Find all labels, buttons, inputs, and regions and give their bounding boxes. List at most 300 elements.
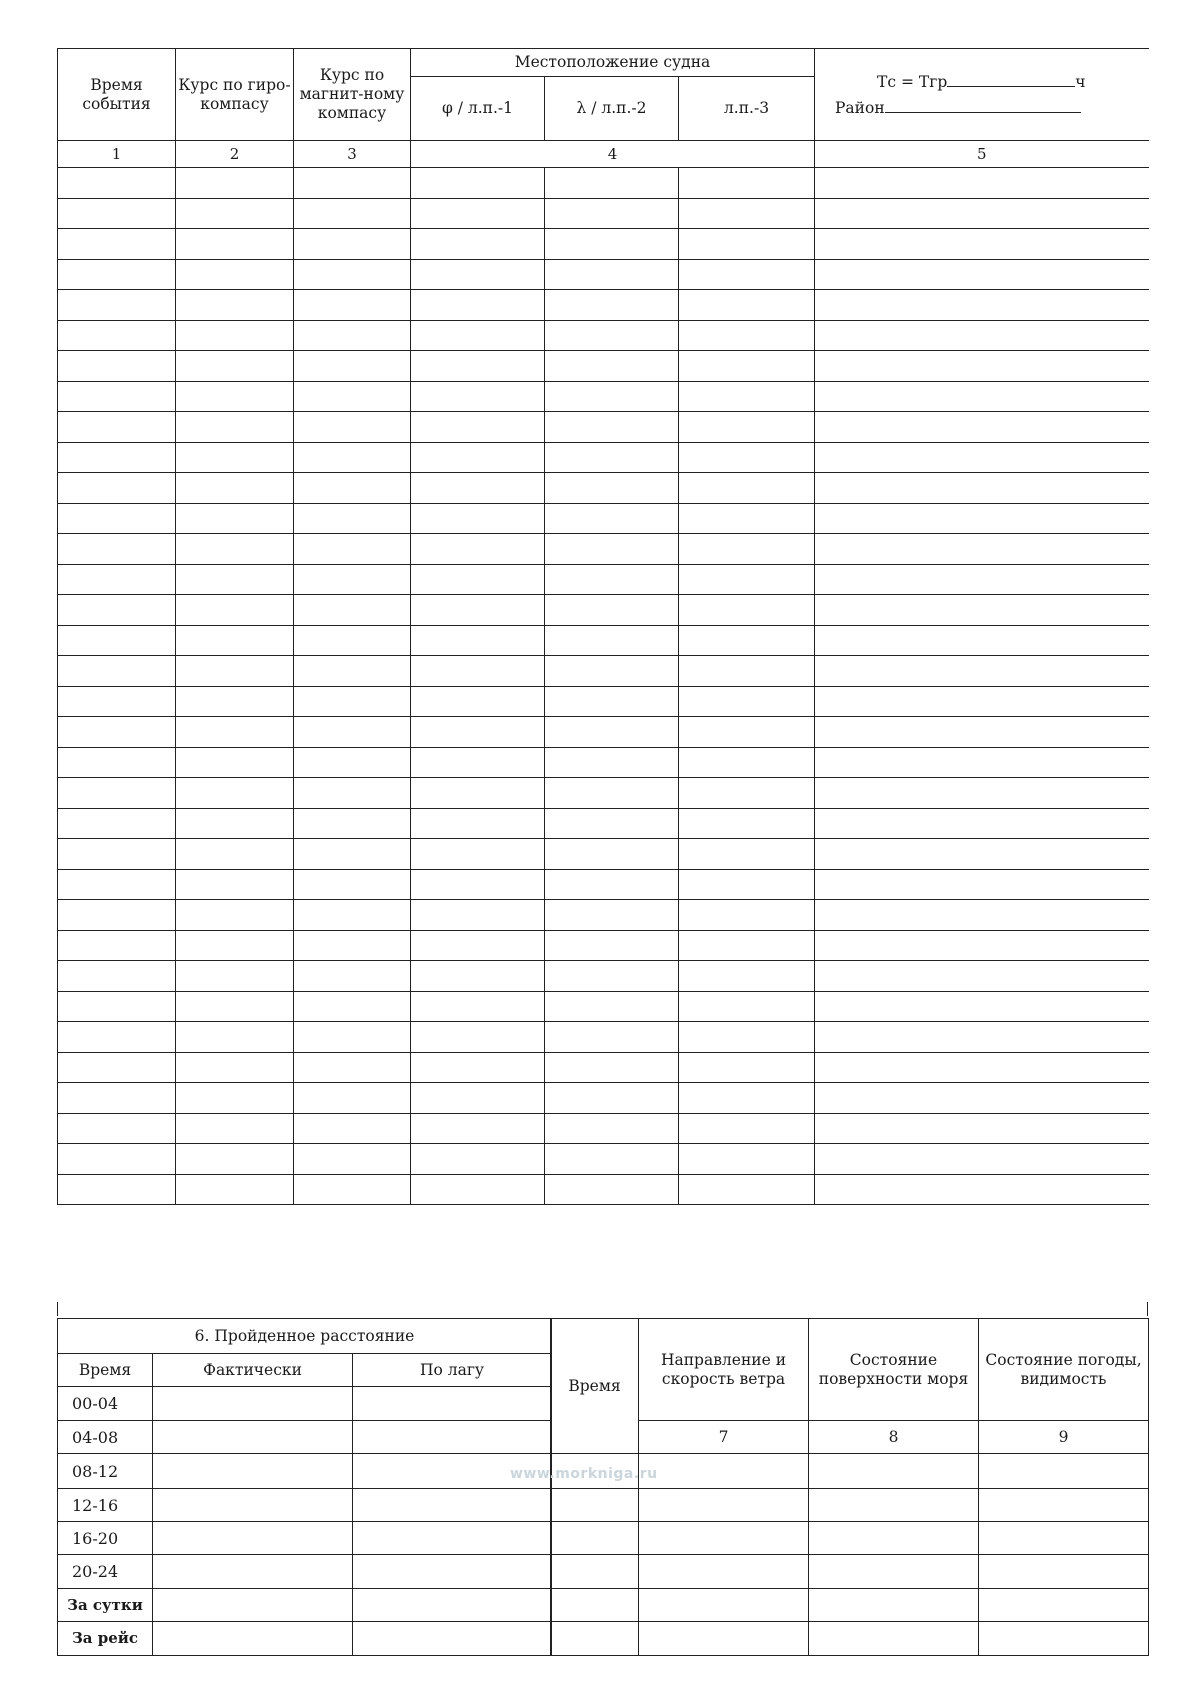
log-cell[interactable] [411,199,545,229]
log-row [58,199,1149,229]
log-cell[interactable] [176,931,294,961]
log-cell[interactable] [545,626,679,656]
weather-cell[interactable] [551,1555,639,1589]
log-cell[interactable] [294,229,411,260]
log-cell[interactable] [545,931,679,961]
log-cell[interactable] [176,534,294,565]
log-cell[interactable] [545,290,679,321]
distance-log-cell[interactable] [353,1387,552,1421]
log-cell[interactable] [815,931,1149,961]
log-cell[interactable] [294,748,411,778]
log-cell[interactable] [679,809,815,839]
weather-cell[interactable] [979,1555,1149,1589]
log-cell[interactable] [679,321,815,351]
log-cell[interactable] [679,992,815,1022]
log-cell[interactable] [294,656,411,687]
log-cell[interactable] [411,504,545,534]
log-cell[interactable] [545,321,679,351]
log-cell[interactable] [545,809,679,839]
log-cell[interactable] [411,778,545,809]
log-cell[interactable] [294,900,411,931]
weather-cell[interactable] [809,1489,979,1522]
weather-cell[interactable] [979,1622,1149,1656]
log-cell[interactable] [545,1144,679,1175]
log-cell[interactable] [411,260,545,290]
log-cell[interactable] [294,351,411,382]
log-cell[interactable] [294,199,411,229]
log-cell[interactable] [679,412,815,443]
log-cell[interactable] [58,687,176,717]
log-cell[interactable] [176,199,294,229]
log-cell[interactable] [176,748,294,778]
tc-line [835,69,1149,95]
log-cell[interactable] [176,565,294,595]
region-blank[interactable] [885,95,1081,113]
log-cell[interactable] [815,504,1149,534]
log-cell[interactable] [815,870,1149,900]
log-cell[interactable] [294,992,411,1022]
log-cell[interactable] [58,1083,176,1114]
distance-row-label: 16-20 [58,1522,153,1555]
log-cell[interactable] [176,1083,294,1114]
log-cell[interactable] [815,1144,1149,1175]
log-cell[interactable] [58,595,176,626]
weather-col-number-8: 8 [809,1421,979,1454]
log-cell[interactable] [411,1053,545,1083]
log-cell[interactable] [411,443,545,473]
distance-actual-cell[interactable] [153,1555,353,1589]
log-cell[interactable] [58,412,176,443]
log-cell[interactable] [294,504,411,534]
log-row [58,900,1149,931]
log-cell[interactable] [294,443,411,473]
log-cell[interactable] [411,1083,545,1114]
log-cell[interactable] [294,260,411,290]
log-cell[interactable] [58,748,176,778]
weather-cell[interactable] [639,1454,809,1489]
distance-log-cell[interactable] [353,1489,552,1522]
log-cell[interactable] [679,199,815,229]
log-cell[interactable] [176,870,294,900]
log-cell[interactable] [545,565,679,595]
distance-col-time: Время [58,1354,153,1387]
log-cell[interactable] [815,1175,1149,1205]
log-cell[interactable] [176,168,294,199]
log-cell[interactable] [58,961,176,992]
weather-cell[interactable] [639,1622,809,1656]
log-cell[interactable] [545,778,679,809]
log-cell[interactable] [545,229,679,260]
weather-col-time: Время [551,1319,639,1454]
log-cell[interactable] [815,534,1149,565]
log-cell[interactable] [58,260,176,290]
log-cell[interactable] [815,839,1149,870]
log-row [58,1144,1149,1175]
log-cell[interactable] [411,1144,545,1175]
log-cell[interactable] [58,839,176,870]
log-cell[interactable] [58,626,176,656]
log-cell[interactable] [679,168,815,199]
log-cell[interactable] [176,778,294,809]
log-cell[interactable] [294,290,411,321]
log-cell[interactable] [679,260,815,290]
log-cell[interactable] [679,839,815,870]
log-cell[interactable] [545,1175,679,1205]
log-cell[interactable] [545,534,679,565]
log-cell[interactable] [294,382,411,412]
distance-actual-cell[interactable] [153,1489,353,1522]
log-cell[interactable] [545,168,679,199]
log-cell[interactable] [545,900,679,931]
log-cell[interactable] [294,687,411,717]
log-cell[interactable] [294,595,411,626]
weather-cell[interactable] [639,1489,809,1522]
log-cell[interactable] [815,412,1149,443]
log-cell[interactable] [679,717,815,748]
log-cell[interactable] [294,778,411,809]
log-cell[interactable] [58,229,176,260]
log-cell[interactable] [679,1114,815,1144]
log-cell[interactable] [176,1022,294,1053]
log-cell[interactable] [176,504,294,534]
log-cell[interactable] [545,260,679,290]
log-cell[interactable] [176,443,294,473]
log-cell[interactable] [411,321,545,351]
log-cell[interactable] [815,961,1149,992]
log-cell[interactable] [411,473,545,504]
log-cell[interactable] [679,1083,815,1114]
log-cell[interactable] [294,1022,411,1053]
log-cell[interactable] [411,1175,545,1205]
log-cell[interactable] [545,1114,679,1144]
log-cell[interactable] [294,931,411,961]
log-cell[interactable] [176,595,294,626]
log-cell[interactable] [679,534,815,565]
log-cell[interactable] [294,839,411,870]
log-cell[interactable] [679,656,815,687]
log-cell[interactable] [679,1022,815,1053]
weather-cell[interactable] [551,1622,639,1656]
log-cell[interactable] [58,321,176,351]
distance-actual-cell[interactable] [153,1421,353,1454]
log-cell[interactable] [176,961,294,992]
log-cell[interactable] [58,382,176,412]
weather-cell[interactable] [639,1555,809,1589]
weather-cell[interactable] [809,1454,979,1489]
weather-cell[interactable] [551,1489,639,1522]
log-cell[interactable] [176,351,294,382]
distance-actual-cell[interactable] [153,1589,353,1622]
log-cell[interactable] [58,1053,176,1083]
distance-actual-cell[interactable] [153,1622,353,1656]
log-cell[interactable] [545,839,679,870]
log-cell[interactable] [411,229,545,260]
weather-cell[interactable] [809,1622,979,1656]
distance-log-cell[interactable] [353,1421,552,1454]
log-row [58,412,1149,443]
weather-cell[interactable] [639,1589,809,1622]
log-cell[interactable] [411,412,545,443]
log-cell[interactable] [58,199,176,229]
log-cell[interactable] [815,809,1149,839]
log-cell[interactable] [679,1175,815,1205]
weather-table [550,1318,1149,1656]
log-cell[interactable] [294,1175,411,1205]
log-cell[interactable] [294,534,411,565]
tc-blank[interactable] [947,69,1075,87]
log-cell[interactable] [176,290,294,321]
weather-cell[interactable] [809,1522,979,1555]
log-cell[interactable] [411,809,545,839]
log-cell[interactable] [411,290,545,321]
log-cell[interactable] [176,229,294,260]
log-cell[interactable] [58,900,176,931]
log-cell[interactable] [58,778,176,809]
log-cell[interactable] [815,351,1149,382]
log-cell[interactable] [411,961,545,992]
log-cell[interactable] [176,717,294,748]
log-row [58,351,1149,382]
log-cell[interactable] [679,473,815,504]
log-cell[interactable] [679,961,815,992]
distance-log-cell[interactable] [353,1589,552,1622]
log-cell[interactable] [545,961,679,992]
log-cell[interactable] [815,473,1149,504]
log-cell[interactable] [815,748,1149,778]
log-cell[interactable] [545,717,679,748]
log-cell[interactable] [679,687,815,717]
log-cell[interactable] [411,382,545,412]
log-cell[interactable] [176,260,294,290]
log-cell[interactable] [411,931,545,961]
distance-table [57,1318,552,1656]
log-cell[interactable] [58,534,176,565]
log-cell[interactable] [58,1144,176,1175]
log-cell[interactable] [411,595,545,626]
log-cell[interactable] [679,931,815,961]
log-cell[interactable] [294,626,411,656]
log-cell[interactable] [294,961,411,992]
log-cell[interactable] [294,809,411,839]
log-cell[interactable] [411,534,545,565]
log-cell[interactable] [411,1114,545,1144]
log-cell[interactable] [545,595,679,626]
log-cell[interactable] [58,809,176,839]
log-cell[interactable] [176,1114,294,1144]
log-cell[interactable] [545,412,679,443]
log-cell[interactable] [545,1053,679,1083]
log-cell[interactable] [815,199,1149,229]
log-cell[interactable] [58,870,176,900]
log-cell[interactable] [411,992,545,1022]
log-cell[interactable] [411,748,545,778]
log-cell[interactable] [411,717,545,748]
weather-cell[interactable] [639,1522,809,1555]
log-cell[interactable] [815,565,1149,595]
log-cell[interactable] [545,656,679,687]
log-cell[interactable] [545,382,679,412]
log-cell[interactable] [176,1175,294,1205]
log-cell[interactable] [411,351,545,382]
log-cell[interactable] [545,443,679,473]
log-cell[interactable] [545,748,679,778]
log-cell[interactable] [545,351,679,382]
log-row [58,534,1149,565]
log-cell[interactable] [679,900,815,931]
weather-cell[interactable] [809,1589,979,1622]
log-cell[interactable] [411,168,545,199]
log-cell[interactable] [411,626,545,656]
log-cell[interactable] [294,1144,411,1175]
log-cell[interactable] [58,473,176,504]
log-cell[interactable] [294,565,411,595]
log-cell[interactable] [411,565,545,595]
log-cell[interactable] [294,473,411,504]
distance-log-cell[interactable] [353,1622,552,1656]
distance-row-label: 12-16 [58,1489,153,1522]
log-cell[interactable] [545,1022,679,1053]
log-cell[interactable] [58,351,176,382]
header-gyro-course: Курс по гиро-компасу [176,49,294,141]
log-cell[interactable] [176,412,294,443]
log-cell[interactable] [815,229,1149,260]
log-cell[interactable] [58,992,176,1022]
log-cell[interactable] [815,443,1149,473]
log-cell[interactable] [58,1114,176,1144]
log-cell[interactable] [815,1114,1149,1144]
log-cell[interactable] [679,1144,815,1175]
log-cell[interactable] [545,870,679,900]
log-cell[interactable] [815,595,1149,626]
log-cell[interactable] [58,1022,176,1053]
log-cell[interactable] [545,504,679,534]
log-cell[interactable] [176,839,294,870]
weather-cell[interactable] [809,1555,979,1589]
log-cell[interactable] [58,168,176,199]
log-cell[interactable] [411,687,545,717]
log-row [58,717,1149,748]
log-cell[interactable] [176,687,294,717]
log-cell[interactable] [679,229,815,260]
log-cell[interactable] [294,321,411,351]
weather-cell[interactable] [979,1454,1149,1489]
log-cell[interactable] [58,656,176,687]
log-cell[interactable] [176,1144,294,1175]
log-cell[interactable] [679,870,815,900]
log-cell[interactable] [294,870,411,900]
log-cell[interactable] [815,290,1149,321]
log-cell[interactable] [679,443,815,473]
log-cell[interactable] [411,839,545,870]
log-cell[interactable] [815,1022,1149,1053]
log-cell[interactable] [815,1083,1149,1114]
log-cell[interactable] [176,809,294,839]
distance-actual-cell[interactable] [153,1522,353,1555]
log-cell[interactable] [58,565,176,595]
log-cell[interactable] [679,626,815,656]
log-cell[interactable] [176,382,294,412]
log-cell[interactable] [294,1114,411,1144]
log-cell[interactable] [815,900,1149,931]
log-row [58,1175,1149,1205]
log-cell[interactable] [545,687,679,717]
weather-cell[interactable] [551,1589,639,1622]
log-cell[interactable] [176,1053,294,1083]
distance-actual-cell[interactable] [153,1454,353,1489]
log-cell[interactable] [176,992,294,1022]
log-cell[interactable] [58,504,176,534]
log-cell[interactable] [58,931,176,961]
log-cell[interactable] [679,565,815,595]
log-cell[interactable] [679,1053,815,1083]
log-cell[interactable] [294,412,411,443]
log-cell[interactable] [815,992,1149,1022]
log-cell[interactable] [815,260,1149,290]
log-cell[interactable] [679,778,815,809]
log-cell[interactable] [294,717,411,748]
log-cell[interactable] [411,1022,545,1053]
log-cell[interactable] [294,1053,411,1083]
log-cell[interactable] [545,473,679,504]
log-cell[interactable] [815,717,1149,748]
weather-cell[interactable] [979,1522,1149,1555]
log-cell[interactable] [294,168,411,199]
log-cell[interactable] [679,290,815,321]
log-cell[interactable] [815,1053,1149,1083]
weather-cell[interactable] [979,1489,1149,1522]
log-cell[interactable] [545,1083,679,1114]
log-cell[interactable] [679,504,815,534]
log-cell[interactable] [176,626,294,656]
log-cell[interactable] [679,748,815,778]
log-cell[interactable] [679,351,815,382]
log-row [58,504,1149,534]
log-cell[interactable] [815,626,1149,656]
log-cell[interactable] [411,870,545,900]
log-cell[interactable] [815,778,1149,809]
log-cell[interactable] [815,656,1149,687]
log-cell[interactable] [176,900,294,931]
log-cell[interactable] [294,1083,411,1114]
weather-cell[interactable] [979,1589,1149,1622]
log-cell[interactable] [176,656,294,687]
log-cell[interactable] [58,1175,176,1205]
log-cell[interactable] [58,443,176,473]
log-row [58,870,1149,900]
log-cell[interactable] [545,199,679,229]
log-cell[interactable] [411,656,545,687]
distance-log-cell[interactable] [353,1555,552,1589]
distance-actual-cell[interactable] [153,1387,353,1421]
log-cell[interactable] [815,382,1149,412]
col-number-3: 3 [294,141,411,168]
log-cell[interactable] [58,717,176,748]
log-cell[interactable] [176,473,294,504]
log-row [58,168,1149,199]
log-cell[interactable] [815,168,1149,199]
log-cell[interactable] [545,992,679,1022]
log-cell[interactable] [815,687,1149,717]
weather-cell[interactable] [551,1522,639,1555]
log-cell[interactable] [58,290,176,321]
log-cell[interactable] [679,595,815,626]
log-cell[interactable] [815,321,1149,351]
log-cell[interactable] [679,382,815,412]
log-cell[interactable] [176,321,294,351]
distance-log-cell[interactable] [353,1522,552,1555]
log-row [58,1022,1149,1053]
log-cell[interactable] [411,900,545,931]
